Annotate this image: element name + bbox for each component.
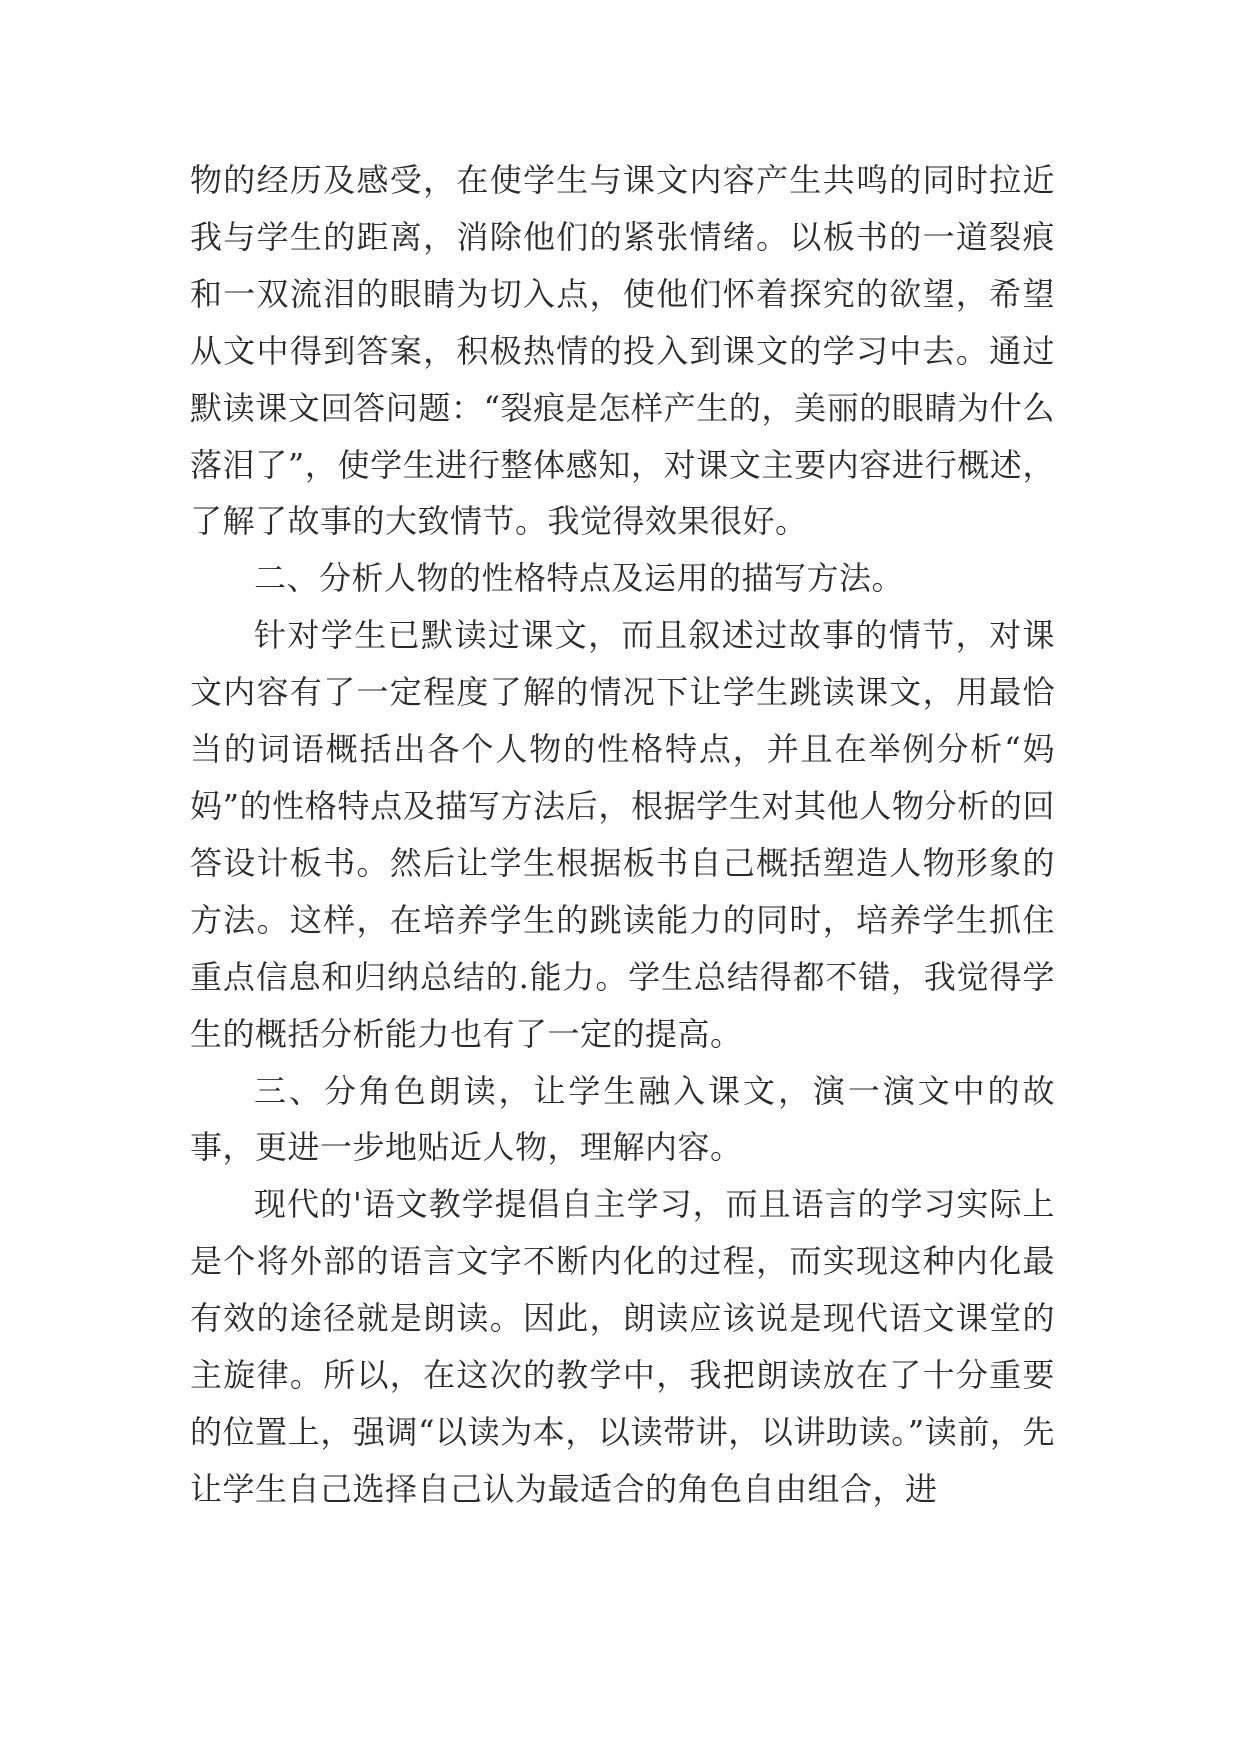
body-text (190, 152, 1055, 1518)
paragraph-5: 现代的'语文教学提倡自主学习，而且语言的学习实际上是个将外部的语言文字不断内化的过程，而实现这种内化最有效的途径就是朗读。因此，朗读应该说是现代语文课堂的主旋律。所以，在这次的教学中，我把朗读放在了十分重要的位置上，强调“以读为本，以读带讲，以讲助读。”读前，先让学生自己选择自己认为最适合的角色自由组合，进 (190, 1185, 1055, 1508)
paragraph-4-heading: 三、分角色朗读，让学生融入课文，演一演文中的故事，更进一步地贴近人物，理解内容。 (190, 1071, 1055, 1167)
paragraph-3: 针对学生已默读过课文，而且叙述过故事的情节，对课文内容有了一定程度了解的情况下让学生跳读课文，用最恰当的词语概括出各个人物的性格特点，并且在举例分析“妈妈”的性格特点及描写方法后，根据学生对其他人物分析的回答设计板书。然后让学生根据板书自己概括塑造人物形象的方法。这样，在培养学生的跳读能力的同时，培养学生抓住重点信息和归纳总结的.能力。学生总结得都不错，我觉得学生的概括分析能力也有了一定的提高。 (190, 616, 1055, 1053)
paragraph-2-heading: 二、分析人物的性格特点及运用的描写方法。 (254, 559, 905, 598)
paragraph-1: 物的经历及感受，在使学生与课文内容产生共鸣的同时拉近我与学生的距离，消除他们的紧张情绪。以板书的一道裂痕和一双流泪的眼睛为切入点，使他们怀着探究的欲望，希望从文中得到答案，积极热情的投入到课文的学习中去。通过默读课文回答问题：“裂痕是怎样产生的，美丽的眼睛为什么落泪了”，使学生进行整体感知，对课文主要内容进行概述，了解了故事的大致情节。我觉得效果很好。 (190, 161, 1055, 541)
